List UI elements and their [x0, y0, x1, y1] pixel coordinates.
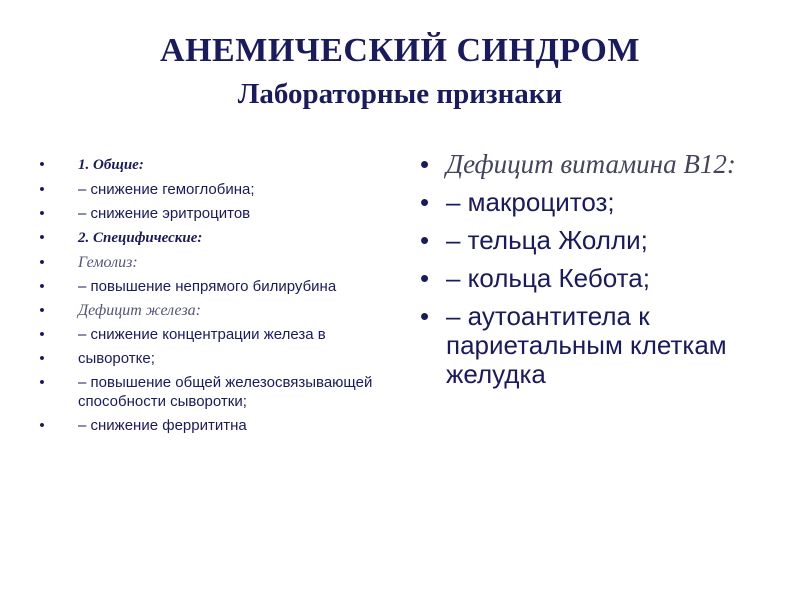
- bullet-icon: •: [420, 225, 430, 255]
- slide-title: [0, 28, 800, 114]
- bullet-icon: •: [420, 187, 430, 217]
- right-item-text: – макроцитоз;: [446, 187, 615, 217]
- bullet-icon: •: [39, 156, 45, 173]
- left-list-item: [32, 180, 392, 199]
- bullet-icon: •: [39, 229, 45, 246]
- right-item-text: Дефицит витамина В12:: [446, 149, 736, 179]
- bullet-icon: •: [39, 302, 45, 319]
- left-bullet-list: [32, 155, 392, 440]
- left-list-item: [32, 416, 392, 435]
- right-item-text: – тельца Жолли;: [446, 225, 648, 255]
- left-item-text: 1. Общие:: [78, 157, 144, 173]
- left-item-text: – повышение общей железосвязывающей способности сыворотки;: [78, 374, 373, 410]
- right-list-item: [420, 150, 790, 179]
- bullet-icon: •: [39, 278, 45, 295]
- title-main: АНЕМИЧЕСКИЙ СИНДРОМ: [160, 32, 640, 69]
- right-list-item: [420, 188, 790, 217]
- left-list-item: [32, 325, 392, 344]
- left-list-item: [32, 204, 392, 223]
- left-list-item: [32, 373, 392, 411]
- left-list-item: [32, 349, 392, 368]
- right-item-text: – кольца Кебота;: [446, 263, 650, 293]
- right-item-text: – аутоантитела к париетальным клеткам желудка: [446, 301, 727, 389]
- left-list-item: [32, 155, 392, 175]
- left-list-item: [32, 253, 392, 272]
- bullet-icon: •: [39, 350, 45, 367]
- left-list-item: [32, 228, 392, 248]
- left-item-text: 2. Специфические:: [78, 230, 203, 246]
- left-list-item: [32, 277, 392, 296]
- left-item-text: – снижение гемоглобина;: [78, 181, 255, 198]
- bullet-icon: •: [39, 205, 45, 222]
- bullet-icon: •: [39, 254, 45, 271]
- left-item-text: сыворотке;: [78, 350, 155, 367]
- left-item-text: – снижение феррититна: [78, 417, 247, 434]
- right-bullet-list: [420, 150, 790, 398]
- left-item-text: Дефицит железа:: [78, 302, 202, 319]
- bullet-icon: •: [39, 417, 45, 434]
- right-list-item: [420, 226, 790, 255]
- right-list-item: [420, 302, 790, 389]
- bullet-icon: •: [39, 181, 45, 198]
- left-list-item: [32, 301, 392, 320]
- left-item-text: – снижение концентрации железа в: [78, 326, 326, 343]
- bullet-icon: •: [420, 301, 430, 331]
- left-item-text: – повышение непрямого билирубина: [78, 278, 337, 295]
- bullet-icon: •: [420, 149, 430, 179]
- left-item-text: – снижение эритроцитов: [78, 205, 251, 222]
- title-subtitle: Лабораторные признаки: [237, 78, 563, 110]
- left-item-text: Гемолиз:: [78, 254, 138, 271]
- right-list-item: [420, 264, 790, 293]
- bullet-icon: •: [39, 374, 45, 391]
- bullet-icon: •: [39, 326, 45, 343]
- bullet-icon: •: [420, 263, 430, 293]
